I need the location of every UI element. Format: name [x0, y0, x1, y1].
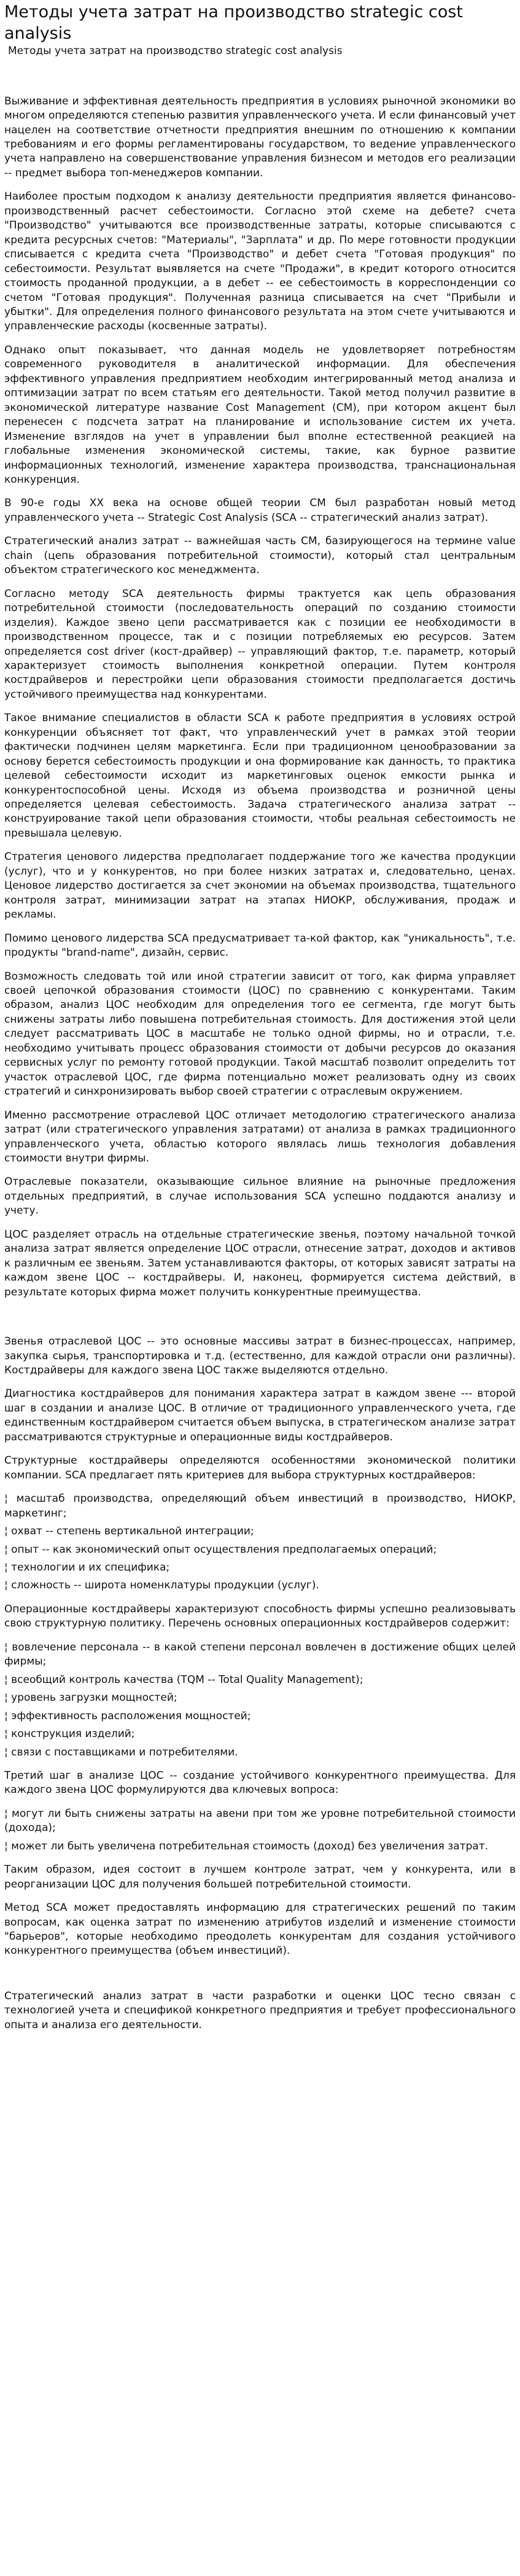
list-item: ¦ масштаб производства, определяющий объем инвестиций в производство, НИОКР, маркетинг;: [4, 1493, 516, 1520]
paragraph: Помимо ценового лидерства SCA предусматривает та-кой фактор, как "уникальность", т.е. продукты "brand-name", дизайн, сервис.: [4, 932, 516, 959]
list-item: ¦ связи с поставщиками и потребителями.: [4, 1746, 238, 1758]
paragraph: Стратегический анализ затрат в части разработки и оценки ЦОС тесно связан с технологией учета и спецификой конкретного предприятия и требует профессионального опыта и анализа его деятельности.: [4, 1989, 516, 2031]
spacer: [4, 1968, 516, 1989]
paragraph: Согласно методу SCA деятельность фирмы трактуется как цепь образования потребительной стоимости (последовательность операций по созданию стоимости изделия). Каждое звено цепи рассматривается как с позиции ее необходимости в производственном процессе, так и с позиции потребляемых ею ресурсов. Затем определяется cost driver (кост-драйвер) -- управляющий фактор, т.е. параметр, который характеризует стоимость выполнения конкретной операции. Путем контроля костдрайверов и перестройки цепи образования стоимости предполагается достичь устойчивого преимущества над конкурентами.: [4, 587, 516, 701]
spacer: [4, 1309, 516, 1335]
paragraph: Метод SCA может предоставлять информацию для стратегических решений по таким вопросам, как оценка затрат по изменению атрибутов изделий и изменение стоимости "барьеров", которые необходимо преодолеть конкурентам для создания устойчивого конкурентного преимущества (объем инвестиций).: [4, 1902, 516, 1957]
paragraph: Отраслевые показатели, оказывающие сильное влияние на рыночные предложения отдельных предприятий, в случае использования SCA успешно поддаются анализу и учету.: [4, 1176, 516, 1217]
paragraph: Таким образом, идея состоит в лучшем контроле затрат, чем у конкурента, или в реорганизации ЦОС для получения большей потребительной стоимости.: [4, 1864, 516, 1891]
list-item: ¦ могут ли быть снижены затраты на авени при том же уровне потребительной стоимости (дохода);: [4, 1807, 516, 1835]
paragraph: В 90-е годы XX века на основе общей теории CM был разработан новый метод управленческого учета -- Strategic Cost Analysis (SCA -- стратегический анализ затрат).: [4, 497, 516, 524]
list-item: ¦ эффективность расположения мощностей;: [4, 1709, 251, 1722]
paragraph: Стратегический анализ затрат -- важнейшая часть CM, базирующегося на термине value chain (цепь образования потребительной стоимости), который стал центральным объектом стратегического кос менеджмента.: [4, 535, 516, 577]
list-item: ¦ может ли быть увеличена потребительная стоимость (доход) без увеличения затрат.: [4, 1840, 489, 1852]
list-item: ¦ всеобщий контроль качества (TQM -- Total Quality Management);: [4, 1673, 363, 1686]
paragraph: Именно рассмотрение отраслевой ЦОС отличает методологию стратегического анализа затрат (или стратегического управления затратами) от анализа в рамках традиционного управленческого учета, областью которого являлась лишь технология добавления стоимости внутри фирмы.: [4, 1109, 516, 1165]
paragraph: Такое внимание специалистов в области SCA к работе предприятия в условиях острой конкуренции объясняет тот факт, что управленческий учет в рамках этой теории фактически подчинен целям маркетинга. Если при традиционном ценообразовании за основу берется себестоимость продукции и она формирование как данность, то практика целевой себестоимости исходит из маркетинговых оценок емкости рынка и конкурентоспособной цены. Исходя из объема производства и розничной цены определяется целевая себестоимость. Задача стратегического анализа затрат -- конструирование такой цепи образования стоимости, чтобы реальная себестоимость не превышала целевую.: [4, 712, 516, 840]
paragraph: Диагностика костдрайверов для понимания характера затрат в каждом звене --- второй шаг в создании и анализе ЦОС. В отличие от традиционного управленческого учета, где единственным костдрайвером считается объем выпуска, в стратегическом анализе затрат рассматриваются структурные и операционные виды костдрайверов.: [4, 1388, 516, 1443]
page-title: Методы учета затрат на производство strategic cost analysis: [4, 2, 464, 44]
page-subtitle: Методы учета затрат на производство strategic cost analysis: [8, 45, 343, 58]
paragraph: ЦОС разделяет отрасль на отдельные стратегические звенья, поэтому начальной точкой анализа затрат является определение ЦОС отрасли, отнесение затрат, доходов и активов к различным ее звеньям. Затем устанавливаются факторы, от которых зависят затраты на каждом звене ЦОС -- костдрайверы. И, наконец, формируется система действий, в результате которых фирма может получить конкурентные преимущества.: [4, 1228, 516, 1298]
paragraph: Однако опыт показывает, что данная модель не удовлетворяет потребностям современного руководителя в аналитической информации. Для обеспечения эффективного управления предприятием необходим интегрированный метод анализа и оптимизации затрат по всем статьям его деятельности. Такой метод получил развитие в экономической литературе название Cost Management (CM), при котором акцент был перенесен с подсчета затрат на планирование и использование систем их учета. Изменение взглядов на учет в управлении был вполне естественной реакцией на глобальные изменения экономической системы, такие, как бурное развитие информационных технологий, изменение характера производства, транснациональная конкуренция.: [4, 343, 516, 486]
list-item: ¦ сложность -- широта номенклатуры продукции (услуг).: [4, 1579, 319, 1592]
list-item: ¦ опыт -- как экономический опыт осуществления предполагаемых операций;: [4, 1543, 437, 1556]
paragraph: Операционные костдрайверы характеризуют способность фирмы успешно реализовывать свою структурную политику. Перечень основных операционных костдрайверов содержит:: [4, 1602, 516, 1630]
paragraph: Третий шаг в анализе ЦОС -- создание устойчивого конкурентного преимущества. Для каждого звена ЦОС формулируются два ключевых вопроса:: [4, 1769, 516, 1797]
list-item: ¦ вовлечение персонала -- в какой степени персонал вовлечен в достижение общих целей фирмы;: [4, 1641, 516, 1668]
paragraph: Стратегия ценового лидерства предполагает поддержание того же качества продукции (услуг), что и у конкурентов, но при более низких затратах и, следовательно, ценах. Ценовое лидерство достигается за счет экономии на объемах производства, тщательного контроля затрат, минимизации затрат на этапах НИОКР, обслуживания, продаж и рекламы.: [4, 851, 516, 921]
list-item: ¦ технологии и их специфика;: [4, 1561, 170, 1574]
paragraph: Звенья отраслевой ЦОС -- это основные массивы затрат в бизнес-процессах, например, закупка сырья, транспортировка и т.д. (естественно, для каждой отрасли они различны). Костдрайверы для каждого звена ЦОС также выделяются отдельно.: [4, 1335, 516, 1376]
paragraph: Возможность следовать той или иной стратегии зависит от того, как фирма управляет своей цепочкой образования стоимости (ЦОС) по сравнению с конкурентами. Таким образом, анализ ЦОС необходим для определения того ее сегмента, где могут быть снижены затраты либо повышена потребительная стоимость. Для достижения этой цели следует рассматривать ЦОС в масштабе не только одной фирмы, но и отрасли, т.е. необходимо учитывать процесс образования стоимости от добычи ресурсов до оказания сервисных услуг по ремонту готовой продукции. Такой масштаб позволит определить тот участок отраслевой ЦОС, где фирма потенциально может реализовать одну из своих стратегий и синхронизировать выбор своей стратегии с отраслевым окружением.: [4, 970, 516, 1098]
paragraph: Структурные костдрайверы определяются особенностями экономической политики компании. SCA предлагает пять критериев для выбора структурных костдрайверов:: [4, 1454, 516, 1481]
list-item: ¦ уровень загрузки мощностей;: [4, 1692, 177, 1704]
list-item: ¦ конструкция изделий;: [4, 1728, 135, 1741]
list-item: ¦ охват -- степень вертикальной интеграции;: [4, 1525, 254, 1538]
paragraph: Выживание и эффективная деятельность предприятия в условиях рыночной экономики во многом определяются степенью развития управленческого учета. И если финансовый учет нацелен на соответствие отчетности предприятия внешним по отношению к компании требованиям и его формы регламентированы государством, то ведение управленческого учета направлено на совершенствование управления бизнесом и методов его реализации -- предмет выбора топ-менеджеров компании.: [4, 95, 516, 179]
paragraph: Наиболее простым подходом к анализу деятельности предприятия является финансово-производственный расчет себестоимости. Согласно этой схеме на дебете? счета "Производство" учитываются все производственные затраты, которые списываются с кредита ресурсных счетов: "Материалы", "Зарплата" и др. По мере готовности продукции списывается с кредита счета "Производство" и дебет счета "Готовая продукция" по себестоимости. Результат выявляется на счете "Продажи", в кредит которого относится стоимость проданной продукции, а в дебет -- ее себестоимость в корреспонденции со счетом "Готовая продукция". Полученная разница списывается на счет "Прибыли и убытки". Для определения полного финансового результата на этом счете учитываются и управленческие расходы (косвенные затраты).: [4, 190, 516, 333]
